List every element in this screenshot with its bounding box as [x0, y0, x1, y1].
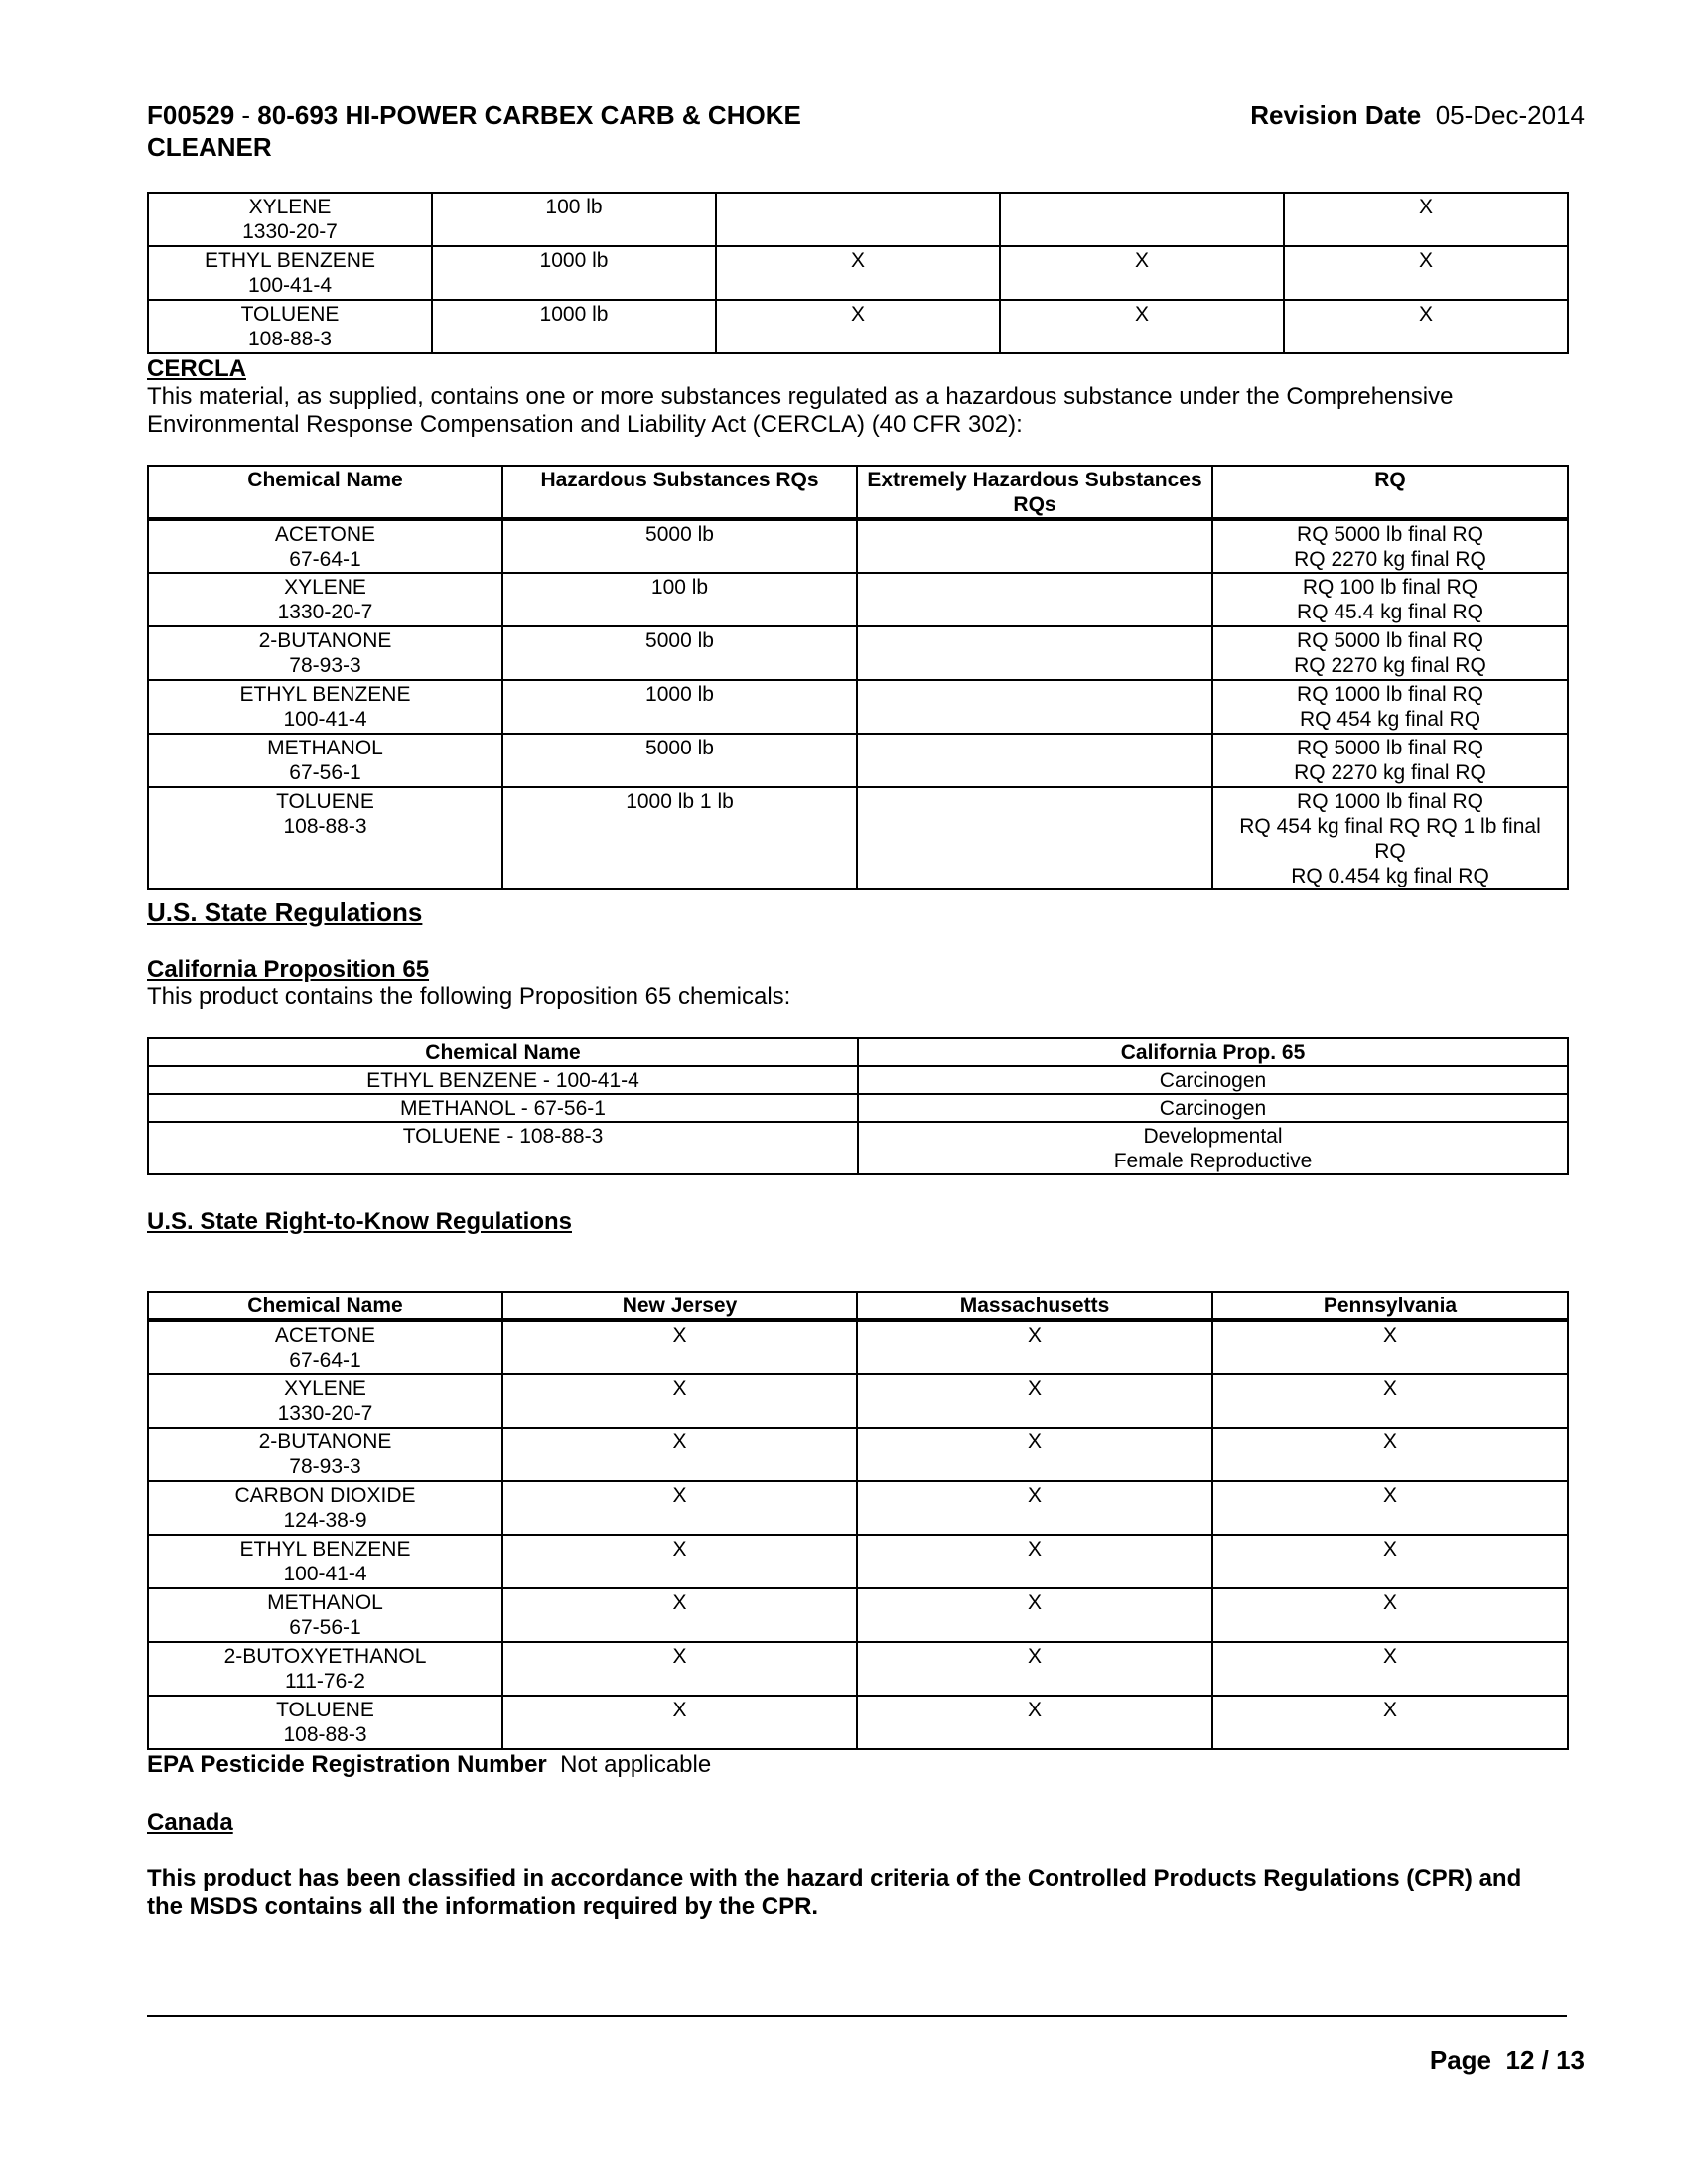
state-ma-cell: [857, 1535, 1212, 1588]
table-row: [148, 1642, 1568, 1696]
state-nj-cell-text: X: [672, 1591, 687, 1614]
chemical-name-cell: [148, 680, 502, 734]
prop65-chemical-cell-text: ETHYL BENZENE - 100-41-4: [366, 1069, 639, 1092]
rq-cell-text: RQ 454 kg final RQ RQ 1 lb final: [1239, 815, 1541, 838]
state-pa-cell-text: X: [1382, 1645, 1397, 1668]
prop65-heading-text: California Proposition 65: [147, 956, 430, 983]
rq-cell-text: RQ 2270 kg final RQ: [1294, 761, 1486, 784]
table-row: [148, 1535, 1568, 1588]
value-cell-text: X: [1418, 303, 1433, 326]
chemical-name-cell-text: 67-56-1: [289, 1616, 361, 1639]
prop65-status-cell-text: Carcinogen: [1159, 1069, 1267, 1092]
value-cell-text: 100 lb: [545, 196, 603, 218]
table-row: [148, 519, 1568, 573]
prop65-table: [147, 1037, 1569, 1175]
chemical-name-cell-text: 2-BUTOXYETHANOL: [223, 1645, 427, 1668]
page-number-label: Page: [1429, 2045, 1492, 2075]
table-row: [148, 1320, 1568, 1374]
hs-rq-cell: [502, 680, 857, 734]
value-cell: [1000, 300, 1284, 353]
value-cell-text: X: [1418, 249, 1433, 272]
state-ma-cell: [857, 1428, 1212, 1481]
cercla-header-rq: RQ: [1212, 466, 1568, 519]
rq-cell-text: RQ 2270 kg final RQ: [1294, 548, 1486, 571]
hs-rq-cell: [502, 626, 857, 680]
state-pa-cell: [1212, 1588, 1568, 1642]
state-pa-cell: [1212, 1696, 1568, 1749]
prop65-status-cell-text: Carcinogen: [1159, 1097, 1267, 1120]
chemical-name-cell-text: ACETONE: [274, 1324, 376, 1347]
page-number-value: 12 / 13: [1505, 2045, 1585, 2075]
cercla-header-hs: Hazardous Substances RQs: [502, 466, 857, 519]
hs-rq-cell-text: 5000 lb: [645, 629, 714, 652]
rq-cell-text: RQ 1000 lb final RQ: [1297, 790, 1483, 813]
ehs-rq-cell: [857, 626, 1212, 680]
state-pa-cell-text: X: [1382, 1699, 1397, 1721]
state-ma-cell-text: X: [1027, 1591, 1042, 1614]
chemical-name-cell: [148, 300, 432, 353]
state-ma-cell-text: X: [1027, 1431, 1042, 1453]
rtk-header-pa: Pennsylvania: [1212, 1292, 1568, 1320]
value-cell-text: 1000 lb: [539, 249, 609, 272]
chemical-name-cell-text: 2-BUTANONE: [258, 1431, 392, 1453]
canada-heading-text: Canada: [147, 1809, 233, 1836]
state-nj-cell: [502, 1642, 857, 1696]
state-nj-cell: [502, 1374, 857, 1428]
state-ma-cell-text: X: [1027, 1645, 1042, 1668]
rq-cell-text: RQ 100 lb final RQ: [1302, 576, 1478, 599]
value-cell: [716, 300, 1000, 353]
chemical-name-cell: [148, 573, 502, 626]
state-pa-cell-text: X: [1382, 1431, 1397, 1453]
chemical-name-cell: [148, 734, 502, 787]
state-ma-cell: [857, 1320, 1212, 1374]
rtk-header-chemical: Chemical Name: [148, 1292, 502, 1320]
rq-cell-text: RQ: [1374, 840, 1406, 863]
prop65-status-cell: [858, 1122, 1568, 1174]
state-ma-cell: [857, 1696, 1212, 1749]
rq-cell-text: RQ 5000 lb final RQ: [1297, 737, 1483, 759]
state-ma-cell-text: X: [1027, 1699, 1042, 1721]
table-row: [148, 300, 1568, 353]
chemical-name-cell-text: 1330-20-7: [277, 1402, 373, 1425]
chemical-name-cell-text: METHANOL: [267, 1591, 383, 1614]
prop65-chemical-cell: [148, 1066, 858, 1094]
state-nj-cell: [502, 1428, 857, 1481]
state-nj-cell-text: X: [672, 1431, 687, 1453]
rq-cell: [1212, 734, 1568, 787]
state-pa-cell-text: X: [1382, 1377, 1397, 1400]
footer-divider: [147, 2015, 1567, 2017]
chemical-name-cell: [148, 193, 432, 246]
state-ma-cell: [857, 1642, 1212, 1696]
state-pa-cell: [1212, 1535, 1568, 1588]
state-nj-cell: [502, 1535, 857, 1588]
state-pa-cell-text: X: [1382, 1591, 1397, 1614]
revision-date-label: Revision Date: [1250, 100, 1422, 130]
ehs-rq-cell: [857, 680, 1212, 734]
state-nj-cell-text: X: [672, 1324, 687, 1347]
value-cell: [1284, 193, 1568, 246]
state-ma-cell: [857, 1374, 1212, 1428]
chemical-name-cell-text: 2-BUTANONE: [258, 629, 392, 652]
rq-cell: [1212, 519, 1568, 573]
table-row: [148, 1094, 1568, 1122]
state-nj-cell-text: X: [672, 1538, 687, 1561]
rtk-header-nj: New Jersey: [502, 1292, 857, 1320]
rq-cell-text: RQ 1000 lb final RQ: [1297, 683, 1483, 706]
rq-cell-text: RQ 2270 kg final RQ: [1294, 654, 1486, 677]
rq-cell: [1212, 680, 1568, 734]
state-ma-cell-text: X: [1027, 1324, 1042, 1347]
prop65-status-cell-text: Developmental: [1143, 1125, 1283, 1148]
right-to-know-table: [147, 1291, 1569, 1750]
value-cell-text: X: [850, 249, 865, 272]
value-cell-text: X: [1418, 196, 1433, 218]
state-pa-cell-text: X: [1382, 1324, 1397, 1347]
rtk-heading-text: U.S. State Right-to-Know Regulations: [147, 1208, 572, 1235]
table-row: [148, 1481, 1568, 1535]
chemical-name-cell: [148, 787, 502, 889]
value-cell: [432, 300, 716, 353]
state-pa-cell: [1212, 1642, 1568, 1696]
state-nj-cell-text: X: [672, 1645, 687, 1668]
value-cell-text: X: [1134, 303, 1149, 326]
chemical-name-cell-text: METHANOL: [267, 737, 383, 759]
sara-continuation-table: [147, 192, 1569, 354]
chemical-name-cell: [148, 1696, 502, 1749]
rtk-heading: [147, 1208, 572, 1236]
cercla-text-line2: Environmental Response Compensation and Liability Act (CERCLA) (40 CFR 302):: [147, 411, 1023, 438]
table-row: [148, 1374, 1568, 1428]
state-ma-cell: [857, 1481, 1212, 1535]
value-cell: [1000, 193, 1284, 246]
revision-date: [1250, 99, 1585, 131]
rq-cell-text: RQ 5000 lb final RQ: [1297, 629, 1483, 652]
state-nj-cell: [502, 1588, 857, 1642]
cercla-table: [147, 465, 1569, 890]
rq-cell-text: RQ 454 kg final RQ: [1299, 708, 1481, 731]
table-row: [148, 787, 1568, 889]
chemical-name-cell: [148, 1481, 502, 1535]
value-cell-text: X: [850, 303, 865, 326]
chemical-name-cell-text: XYLENE: [284, 576, 366, 599]
hs-rq-cell: [502, 519, 857, 573]
chemical-name-cell-text: CARBON DIOXIDE: [234, 1484, 416, 1507]
epa-registration-label: EPA Pesticide Registration Number: [147, 1751, 547, 1778]
table-row: [148, 246, 1568, 300]
rq-cell-text: RQ 5000 lb final RQ: [1297, 523, 1483, 546]
state-regulations-heading: [147, 897, 422, 928]
state-nj-cell: [502, 1696, 857, 1749]
chemical-name-cell-text: XYLENE: [248, 196, 332, 218]
document-title: [147, 99, 902, 163]
value-cell-text: X: [1134, 249, 1149, 272]
state-pa-cell-text: X: [1382, 1538, 1397, 1561]
prop65-chemical-cell: [148, 1094, 858, 1122]
table-row: [148, 193, 1568, 246]
chemical-name-cell-text: ACETONE: [274, 523, 376, 546]
chemical-name-cell-text: TOLUENE: [276, 790, 374, 813]
chemical-name-cell-text: 108-88-3: [247, 328, 333, 350]
chemical-name-cell: [148, 246, 432, 300]
product-code: F00529: [147, 100, 235, 130]
prop65-chemical-cell: [148, 1122, 858, 1174]
canada-text-line1: This product has been classified in accordance with the hazard criteria of the Controlled Products Regulations (CPR) and: [147, 1865, 1522, 1892]
chemical-name-cell: [148, 519, 502, 573]
ehs-rq-cell: [857, 787, 1212, 889]
chemical-name-cell: [148, 1320, 502, 1374]
chemical-name-cell-text: 67-56-1: [289, 761, 361, 784]
state-ma-cell-text: X: [1027, 1377, 1042, 1400]
table-row: [148, 680, 1568, 734]
chemical-name-cell-text: ETHYL BENZENE: [205, 249, 375, 272]
chemical-name-cell-text: ETHYL BENZENE: [239, 1538, 411, 1561]
chemical-name-cell: [148, 626, 502, 680]
page-number: [1430, 2045, 1585, 2076]
cercla-heading-text: CERCLA: [147, 355, 246, 382]
prop65-header-chemical: Chemical Name: [148, 1038, 858, 1066]
table-row: [148, 573, 1568, 626]
value-cell: [432, 246, 716, 300]
hs-rq-cell-text: 5000 lb: [645, 737, 714, 759]
chemical-name-cell-text: ETHYL BENZENE: [239, 683, 411, 706]
title-separator: -: [234, 100, 258, 130]
value-cell: [1284, 246, 1568, 300]
rq-cell: [1212, 626, 1568, 680]
chemical-name-cell-text: 100-41-4: [283, 708, 367, 731]
state-ma-cell-text: X: [1027, 1484, 1042, 1507]
cercla-header-ehs: Extremely Hazardous Substances RQs: [857, 466, 1212, 519]
chemical-name-cell-text: 108-88-3: [283, 1723, 367, 1746]
epa-registration-value: Not applicable: [560, 1751, 712, 1778]
chemical-name-cell: [148, 1428, 502, 1481]
prop65-status-cell: [858, 1094, 1568, 1122]
value-cell: [432, 193, 716, 246]
chemical-name-cell-text: 111-76-2: [285, 1670, 365, 1693]
state-nj-cell: [502, 1481, 857, 1535]
chemical-name-cell-text: 124-38-9: [283, 1509, 367, 1532]
canada-text-line2: the MSDS contains all the information required by the CPR.: [147, 1893, 819, 1920]
state-pa-cell-text: X: [1382, 1484, 1397, 1507]
chemical-name-cell: [148, 1588, 502, 1642]
prop65-header-status: California Prop. 65: [858, 1038, 1568, 1066]
hs-rq-cell: [502, 787, 857, 889]
hs-rq-cell: [502, 573, 857, 626]
state-nj-cell: [502, 1320, 857, 1374]
chemical-name-cell-text: 108-88-3: [283, 815, 367, 838]
state-ma-cell: [857, 1588, 1212, 1642]
chemical-name-cell: [148, 1374, 502, 1428]
state-pa-cell: [1212, 1374, 1568, 1428]
chemical-name-cell: [148, 1535, 502, 1588]
table-row: [148, 1428, 1568, 1481]
chemical-name-cell: [148, 1642, 502, 1696]
chemical-name-cell-text: XYLENE: [284, 1377, 366, 1400]
ehs-rq-cell: [857, 734, 1212, 787]
value-cell: [716, 193, 1000, 246]
ehs-rq-cell: [857, 573, 1212, 626]
state-nj-cell-text: X: [672, 1699, 687, 1721]
chemical-name-cell-text: TOLUENE: [276, 1699, 374, 1721]
rq-cell-text: RQ 45.4 kg final RQ: [1297, 601, 1483, 623]
chemical-name-cell-text: 1330-20-7: [277, 601, 373, 623]
prop65-chemical-cell-text: METHANOL - 67-56-1: [400, 1097, 606, 1120]
chemical-name-cell-text: 100-41-4: [247, 274, 333, 297]
state-pa-cell: [1212, 1320, 1568, 1374]
epa-registration: [147, 1751, 711, 1779]
table-row: [148, 626, 1568, 680]
table-row: [148, 1122, 1568, 1174]
chemical-name-cell-text: 78-93-3: [289, 654, 361, 677]
value-cell: [1000, 246, 1284, 300]
chemical-name-cell-text: TOLUENE: [240, 303, 340, 326]
cercla-header-chemical: Chemical Name: [148, 466, 502, 519]
cercla-heading: [147, 355, 246, 383]
canada-heading: [147, 1809, 233, 1837]
canada-text: [147, 1865, 1577, 1921]
table-row: [148, 1066, 1568, 1094]
rq-cell-text: RQ 0.454 kg final RQ: [1291, 865, 1489, 887]
hs-rq-cell-text: 100 lb: [650, 576, 709, 599]
chemical-name-cell-text: 78-93-3: [289, 1455, 361, 1478]
state-pa-cell: [1212, 1428, 1568, 1481]
cercla-text-line1: This material, as supplied, contains one or more substances regulated as a hazardous substance under the Comprehensive: [147, 383, 1454, 410]
revision-date-value: 05-Dec-2014: [1435, 100, 1585, 130]
state-ma-cell-text: X: [1027, 1538, 1042, 1561]
hs-rq-cell-text: 1000 lb 1 lb: [626, 790, 734, 813]
hs-rq-cell-text: 1000 lb: [645, 683, 714, 706]
state-regulations-heading-text: U.S. State Regulations: [147, 897, 423, 927]
prop65-chemical-cell-text: TOLUENE - 108-88-3: [402, 1125, 604, 1148]
value-cell: [1284, 300, 1568, 353]
rq-cell: [1212, 787, 1568, 889]
chemical-name-cell-text: 67-64-1: [289, 548, 361, 571]
hs-rq-cell: [502, 734, 857, 787]
prop65-status-cell: [858, 1066, 1568, 1094]
product-name-line1: 80-693 HI-POWER CARBEX CARB & CHOKE: [257, 100, 801, 130]
ehs-rq-cell: [857, 519, 1212, 573]
table-row: [148, 734, 1568, 787]
rq-cell: [1212, 573, 1568, 626]
state-nj-cell-text: X: [672, 1484, 687, 1507]
prop65-text: This product contains the following Proposition 65 chemicals:: [147, 983, 791, 1010]
cercla-text: [147, 383, 1577, 439]
prop65-heading: [147, 956, 429, 984]
prop65-status-cell-text: Female Reproductive: [1113, 1150, 1313, 1172]
value-cell: [716, 246, 1000, 300]
chemical-name-cell-text: 1330-20-7: [242, 220, 338, 243]
table-row: [148, 1588, 1568, 1642]
chemical-name-cell-text: 67-64-1: [289, 1349, 361, 1372]
chemical-name-cell-text: 100-41-4: [283, 1563, 367, 1585]
rtk-header-ma: Massachusetts: [857, 1292, 1212, 1320]
value-cell-text: 1000 lb: [539, 303, 609, 326]
state-pa-cell: [1212, 1481, 1568, 1535]
state-nj-cell-text: X: [672, 1377, 687, 1400]
hs-rq-cell-text: 5000 lb: [645, 523, 714, 546]
table-row: [148, 1696, 1568, 1749]
product-name-line2: CLEANER: [147, 132, 272, 162]
